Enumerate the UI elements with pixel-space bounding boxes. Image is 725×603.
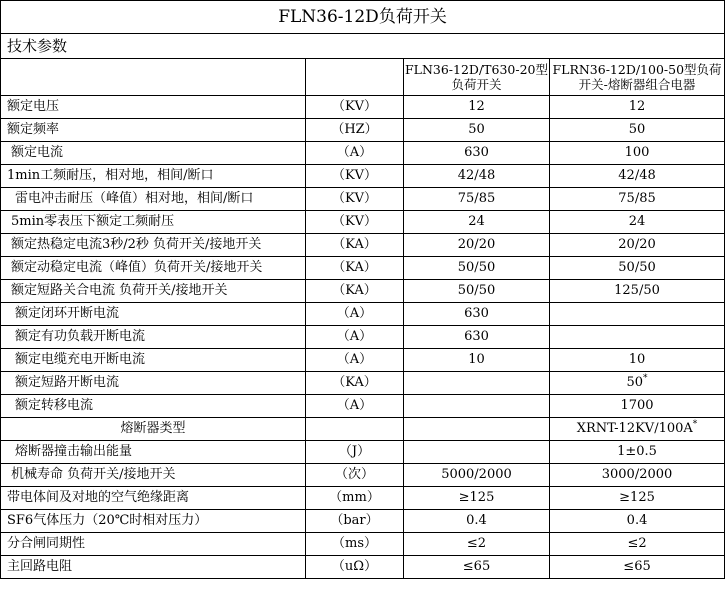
value-combination [550,234,725,257]
parameter-unit [306,418,404,441]
parameter-unit: （KA） [306,372,404,395]
parameter-name: 额定闭环开断电流 [1,303,306,326]
table-row [1,142,725,165]
parameter-unit: （bar） [306,510,404,533]
value-combination [550,96,725,119]
table-row [1,464,725,487]
parameter-unit: （J） [306,441,404,464]
parameter-unit: （KV） [306,211,404,234]
header-row [1,59,725,96]
value-load-switch [404,372,550,395]
table-row [1,349,725,372]
parameter-name: 额定电压 [1,96,306,119]
value-combination [550,372,725,395]
value-text: 0.4 [626,513,648,528]
parameter-unit: （A） [306,349,404,372]
table-row [1,188,725,211]
value-combination [550,142,725,165]
value-load-switch [404,395,550,418]
value-text: 42/48 [618,168,656,183]
value-text: ≤2 [627,536,647,551]
value-combination [550,487,725,510]
parameter-name: 5min零表压下额定工频耐压 [1,211,306,234]
parameter-name: 额定电缆充电开断电流 [1,349,306,372]
table-row [1,326,725,349]
value-load-switch: 10 [404,349,550,372]
value-combination [550,257,725,280]
parameter-name: 额定短路开断电流 [1,372,306,395]
value-text: 20/20 [618,237,656,252]
value-load-switch: 0.4 [404,510,550,533]
table-row [1,96,725,119]
value-text: ≥125 [619,490,655,505]
parameter-name: 主回路电阻 [1,556,306,579]
table-row [1,372,725,395]
value-text: 75/85 [618,191,656,206]
header-blank-cell [306,59,404,96]
value-combination [550,165,725,188]
section-subtitle: 技术参数 [1,34,725,59]
value-load-switch: 630 [404,303,550,326]
table-row [1,257,725,280]
value-load-switch: 630 [404,326,550,349]
parameter-unit: （KV） [306,165,404,188]
table-row [1,418,725,441]
value-load-switch: 50/50 [404,280,550,303]
value-combination [550,303,725,326]
value-load-switch [404,418,550,441]
parameter-unit: （A） [306,395,404,418]
parameter-name: 额定电流 [1,142,306,165]
parameter-name: 熔断器撞击输出能量 [1,441,306,464]
value-load-switch: ≥125 [404,487,550,510]
value-combination [550,211,725,234]
footnote-mark: * [692,419,698,430]
value-combination [550,349,725,372]
parameter-unit: （A） [306,326,404,349]
title-row [1,1,725,34]
table-row [1,303,725,326]
value-combination [550,395,725,418]
table-row [1,211,725,234]
parameter-name: 额定动稳定电流（峰值）负荷开关/接地开关 [1,257,306,280]
value-text: 10 [628,352,646,367]
parameter-name: 额定转移电流 [1,395,306,418]
value-combination [550,533,725,556]
table-row [1,441,725,464]
value-text: 125/50 [614,283,660,298]
value-text: 3000/2000 [601,467,673,482]
value-load-switch: 50/50 [404,257,550,280]
parameter-unit: （mm） [306,487,404,510]
value-load-switch: ≤65 [404,556,550,579]
table-row [1,487,725,510]
column-header-combination: FLRN36-12D/100-50型负荷开关-熔断器组合电器 [550,59,725,96]
value-text: 1±0.5 [617,444,657,459]
value-load-switch: 24 [404,211,550,234]
table-row [1,234,725,257]
value-text: 1700 [620,398,654,413]
value-load-switch: ≤2 [404,533,550,556]
parameter-unit: （次） [306,464,404,487]
parameter-name: 1min工频耐压，相对地，相间/断口 [1,165,306,188]
parameter-name: SF6气体压力（20℃时相对压力） [1,510,306,533]
value-combination [550,326,725,349]
parameter-unit: （KV） [306,188,404,211]
header-blank-cell [1,59,306,96]
parameter-unit: （KA） [306,257,404,280]
table-row [1,280,725,303]
subtitle-row [1,34,725,59]
value-combination [550,418,725,441]
table-row [1,510,725,533]
page-title: FLN36-12D负荷开关 [1,1,725,34]
value-load-switch: 5000/2000 [404,464,550,487]
value-load-switch: 20/20 [404,234,550,257]
value-text: 100 [624,145,650,160]
value-text: 50/50 [618,260,656,275]
column-header-load-switch: FLN36-12D/T630-20型负荷开关 [404,59,550,96]
parameter-unit: （ms） [306,533,404,556]
parameter-unit: （A） [306,142,404,165]
value-text: 24 [628,214,646,229]
parameter-unit: （A） [306,303,404,326]
parameter-name: 机械寿命 负荷开关/接地开关 [1,464,306,487]
parameter-unit: （HZ） [306,119,404,142]
parameter-unit: （KV） [306,96,404,119]
table-row [1,533,725,556]
parameter-name: 雷电冲击耐压（峰值）相对地，相间/断口 [1,188,306,211]
table-row [1,556,725,579]
value-text: XRNT-12KV/100A [576,421,693,436]
value-load-switch: 75/85 [404,188,550,211]
parameter-unit: （KA） [306,234,404,257]
footnote-mark: * [643,373,648,384]
value-combination [550,188,725,211]
value-combination [550,464,725,487]
parameter-unit: （uΩ） [306,556,404,579]
parameter-name: 额定有功负载开断电流 [1,326,306,349]
table-row [1,119,725,142]
value-combination [550,510,725,533]
value-text: 50 [626,375,644,390]
parameter-name: 额定短路关合电流 负荷开关/接地开关 [1,280,306,303]
parameter-name: 带电体间及对地的空气绝缘距离 [1,487,306,510]
value-text: ≤65 [623,559,651,574]
parameter-name: 熔断器类型 [1,418,306,441]
value-load-switch [404,441,550,464]
value-combination [550,280,725,303]
table-row [1,395,725,418]
value-combination [550,441,725,464]
parameter-name: 分合闸同期性 [1,533,306,556]
value-load-switch: 42/48 [404,165,550,188]
value-text: 12 [628,99,646,114]
value-combination [550,556,725,579]
value-text: 50 [628,122,646,137]
value-load-switch: 630 [404,142,550,165]
value-load-switch: 12 [404,96,550,119]
table-row [1,165,725,188]
parameter-unit: （KA） [306,280,404,303]
value-combination [550,119,725,142]
value-load-switch: 50 [404,119,550,142]
parameter-name: 额定热稳定电流3秒/2秒 负荷开关/接地开关 [1,234,306,257]
parameter-name: 额定频率 [1,119,306,142]
